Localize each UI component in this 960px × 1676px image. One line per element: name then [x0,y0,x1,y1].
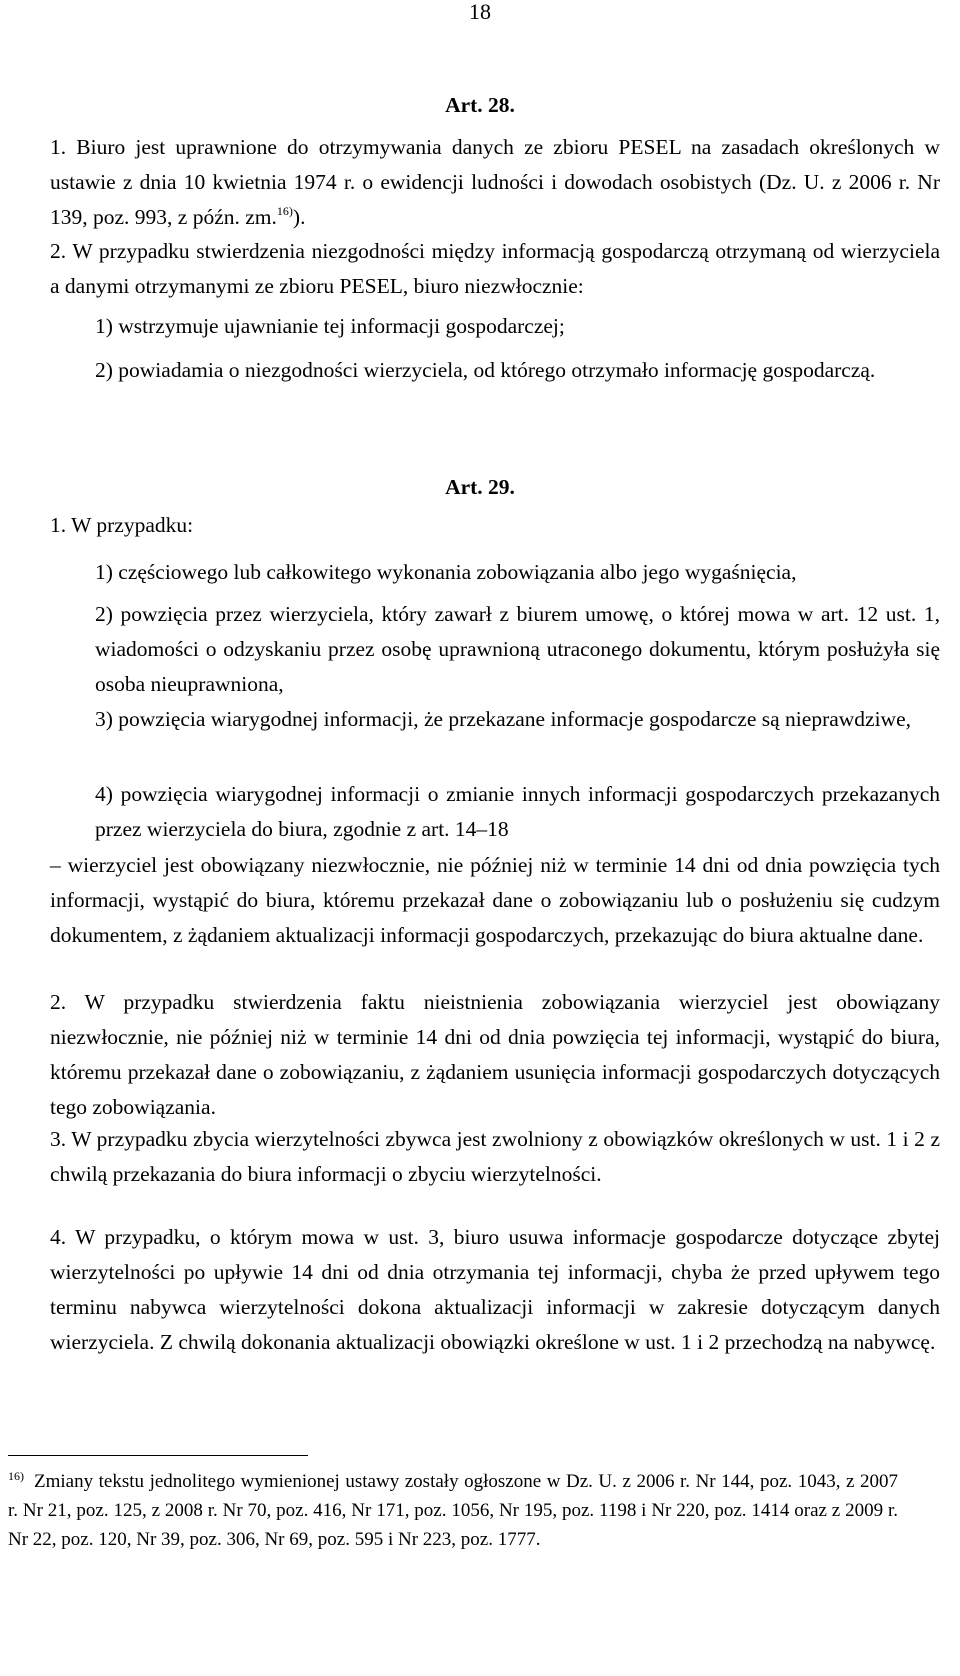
footnote-reference[interactable]: 16) [276,204,293,218]
art29-paragraph-4: 4. W przypadku, o którym mowa w ust. 3, biuro usuwa informacje gospodarcze dotyczące zbytej wierzytelności po upływie 14 dni od dnia otrzymania tej informacji, chyba że przed upływem tego terminu nabywca wierzytelności dokona aktualizacji informacji w zakresie dotyczącym danych wierzyciela. Z chwilą dokonania aktualizacji obowiązki określone w ust. 1 i 2 przechodzą na nabywcę. [50,1225,940,1354]
art29-p1-item-1: 1) częściowego lub całkowitego wykonania zobowiązania albo jego wygaśnięcia, [95,560,797,584]
art29-p1-conclusion: – wierzyciel jest obowiązany niezwłocznie, nie później niż w terminie 14 dni od dnia powzięcia tych informacji, wystąpić do biura, któremu przekazał dane o zobowiązaniu lub o posłużeniu się cudzym dokumentem, z żądaniem aktualizacji informacji gospodarczych, przekazując do biura aktualne dane. [50,853,940,947]
art29-paragraph-2: 2. W przypadku stwierdzenia faktu nieistnienia zobowiązania wierzyciel jest obowiązany niezwłocznie, nie później niż w terminie 14 dni od dnia powzięcia tej informacji, wystąpić do biura, któremu przekazał dane o zobowiązaniu, z żądaniem usunięcia informacji gospodarczych dotyczących tego zobowiązania. [50,990,940,1119]
footnote-text: Zmiany tekstu jednolitego wymienionej ustawy zostały ogłoszone w Dz. U. z 2006 r. Nr 144, poz. 1043, z 2007 r. Nr 21, poz. 125, z 2008 r. Nr 70, poz. 416, Nr 171, poz. 1056, Nr 195, poz. 1198 i Nr 220, poz. 1414 oraz z 2009 r. Nr 22, poz. 120, Nr 39, poz. 306, Nr 69, poz. 595 i Nr 223, poz. 1777. [8,1471,898,1550]
article-28-heading: Art. 28. [445,93,515,117]
footnote-separator [8,1455,308,1456]
art29-p1-item-4: 4) powzięcia wiarygodnej informacji o zmianie innych informacji gospodarczych przekazanych przez wierzyciela do biura, zgodnie z art. 14–18 [95,782,940,841]
art28-p1-text: 1. Biuro jest uprawnione do otrzymywania danych ze zbioru PESEL na zasadach określonych w ustawie z dnia 10 kwietnia 1974 r. o ewidencji ludności i dowodach osobistych (Dz. U. z 2006 r. Nr 139, poz. 993, z późn. zm. [50,135,940,229]
art28-paragraph-2: 2. W przypadku stwierdzenia niezgodności między informacją gospodarczą otrzymaną od wierzyciela a danymi otrzymanymi ze zbioru PESEL, biuro niezwłocznie: [50,239,940,298]
art29-paragraph-3: 3. W przypadku zbycia wierzytelności zbywca jest zwolniony z obowiązków określonych w ust. 1 i 2 z chwilą przekazania do biura informacji o zbyciu wierzytelności. [50,1127,940,1186]
article-29-heading: Art. 29. [445,475,515,499]
art29-paragraph-1-lead: 1. W przypadku: [50,513,194,537]
art28-p2-item-1: 1) wstrzymuje ujawnianie tej informacji gospodarczej; [95,314,565,338]
art28-p1-tail: ). [292,205,306,229]
art28-paragraph-1 [50,130,940,235]
art28-p2-item-2: 2) powiadamia o niezgodności wierzyciela, od którego otrzymało informację gospodarczą. [95,358,876,382]
art29-p1-item-3: 3) powzięcia wiarygodnej informacji, że przekazane informacje gospodarcze są nieprawdziwe, [95,707,912,731]
page-number: 18 [469,0,491,24]
footnote [8,1467,898,1554]
art29-p1-item-2: 2) powzięcia przez wierzyciela, który zawarł z biurem umowę, o której mowa w art. 12 ust. 1, wiadomości o odzyskaniu przez osobę uprawnioną utraconego dokumentu, którym posłużyła się osoba nieuprawniona, [95,602,940,696]
footnote-mark: 16) [8,1469,24,1483]
